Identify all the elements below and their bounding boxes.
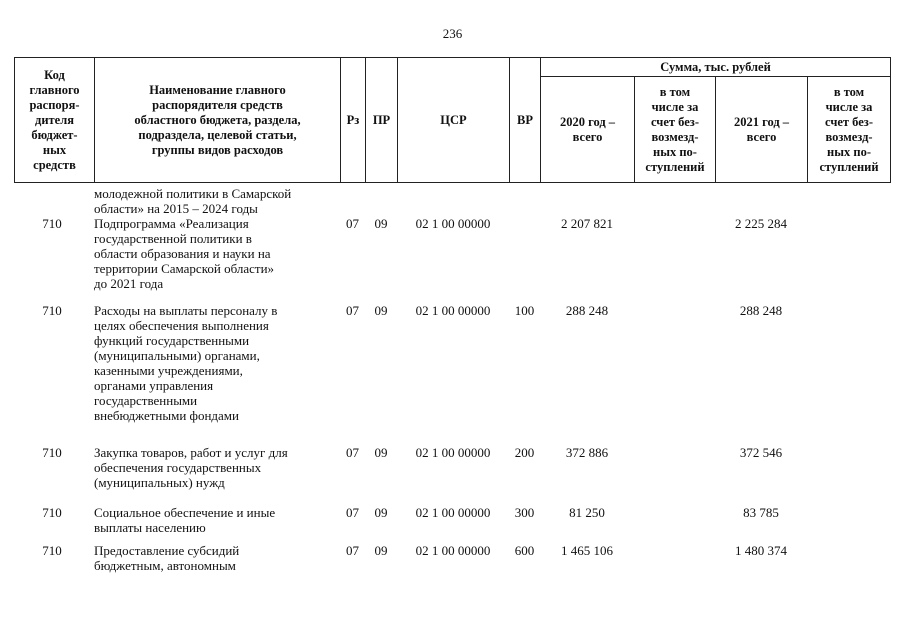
header-2020-free: в том числе за счет без- возмезд- ных по- ступлений — [635, 77, 716, 183]
header-csr: ЦСР — [398, 58, 510, 183]
row-sum-2021: 83 785 — [743, 505, 779, 520]
row-pr: 09 — [374, 505, 388, 520]
row-name: Социальное обеспечение и иные выплаты населению — [94, 505, 276, 535]
table-body — [14, 186, 890, 577]
row-vr: 300 — [514, 505, 535, 520]
table-row — [14, 445, 890, 505]
table-row — [14, 505, 890, 543]
row-pr: 09 — [374, 445, 388, 460]
row-name: Предоставление субсидий бюджетным, автономным — [94, 543, 240, 573]
row-csr: 02 1 00 00000 — [415, 543, 491, 558]
row-name: Расходы на выплаты персоналу в целях обеспечения выполнения функций государственными (муниципальными) органами, казенными учреждениями, органами управления государственными внебюджетными фондами — [94, 303, 278, 423]
table-header — [14, 57, 891, 183]
row-sum-2020: 2 207 821 — [561, 216, 613, 231]
row-code: 710 — [42, 543, 62, 558]
row-sum-2020: 372 886 — [565, 445, 609, 460]
row-csr: 02 1 00 00000 — [415, 216, 491, 231]
row-csr: 02 1 00 00000 — [415, 303, 491, 318]
header-code: Код главного распоря- дителя бюджет- ных средств — [15, 58, 95, 183]
row-rz: 07 — [346, 505, 359, 520]
row-rz: 07 — [346, 216, 359, 231]
table-row — [14, 186, 890, 216]
header-2020-total: 2020 год – всего — [541, 77, 635, 183]
header-sum: Сумма, тыс. рублей — [541, 58, 891, 77]
row-sum-2020: 1 465 106 — [561, 543, 613, 558]
row-code: 710 — [42, 505, 62, 520]
row-vr: 600 — [514, 543, 535, 558]
row-sum-2020: 288 248 — [565, 303, 609, 318]
row-sum-2020: 81 250 — [569, 505, 605, 520]
header-vr: ВР — [510, 58, 541, 183]
table-row — [14, 303, 890, 445]
header-pr: ПР — [366, 58, 398, 183]
row-name: Закупка товаров, работ и услуг для обеспечения государственных (муниципальных) нужд — [94, 445, 288, 490]
row-code: 710 — [42, 445, 62, 460]
row-rz: 07 — [346, 543, 359, 558]
row-pr: 09 — [374, 543, 388, 558]
row-sum-2021: 1 480 374 — [735, 543, 787, 558]
table-row — [14, 543, 890, 577]
row-rz: 07 — [346, 445, 359, 460]
header-2021-free: в том числе за счет без- возмезд- ных по- ступлений — [808, 77, 891, 183]
page-number: 236 — [442, 26, 463, 41]
header-rz: Рз — [341, 58, 366, 183]
row-code: 710 — [42, 216, 62, 231]
row-vr: 200 — [514, 445, 535, 460]
row-csr: 02 1 00 00000 — [415, 445, 491, 460]
table-row — [14, 216, 890, 303]
row-vr: 100 — [514, 303, 535, 318]
row-code: 710 — [42, 303, 62, 318]
row-name: молодежной политики в Самарской области» на 2015 – 2024 годы — [94, 186, 292, 216]
header-2021-total: 2021 год – всего — [716, 77, 808, 183]
row-sum-2021: 2 225 284 — [735, 216, 787, 231]
row-name: Подпрограмма «Реализация государственной политики в области образования и науки на территории Самарской области» до 2021 года — [94, 216, 275, 291]
row-sum-2021: 372 546 — [739, 445, 783, 460]
header-name: Наименование главного распорядителя средств областного бюджета, раздела, подраздела, целевой статьи, группы видов расходов — [95, 58, 341, 183]
row-pr: 09 — [374, 303, 388, 318]
row-csr: 02 1 00 00000 — [415, 505, 491, 520]
row-rz: 07 — [346, 303, 359, 318]
row-pr: 09 — [374, 216, 388, 231]
row-sum-2021: 288 248 — [739, 303, 783, 318]
